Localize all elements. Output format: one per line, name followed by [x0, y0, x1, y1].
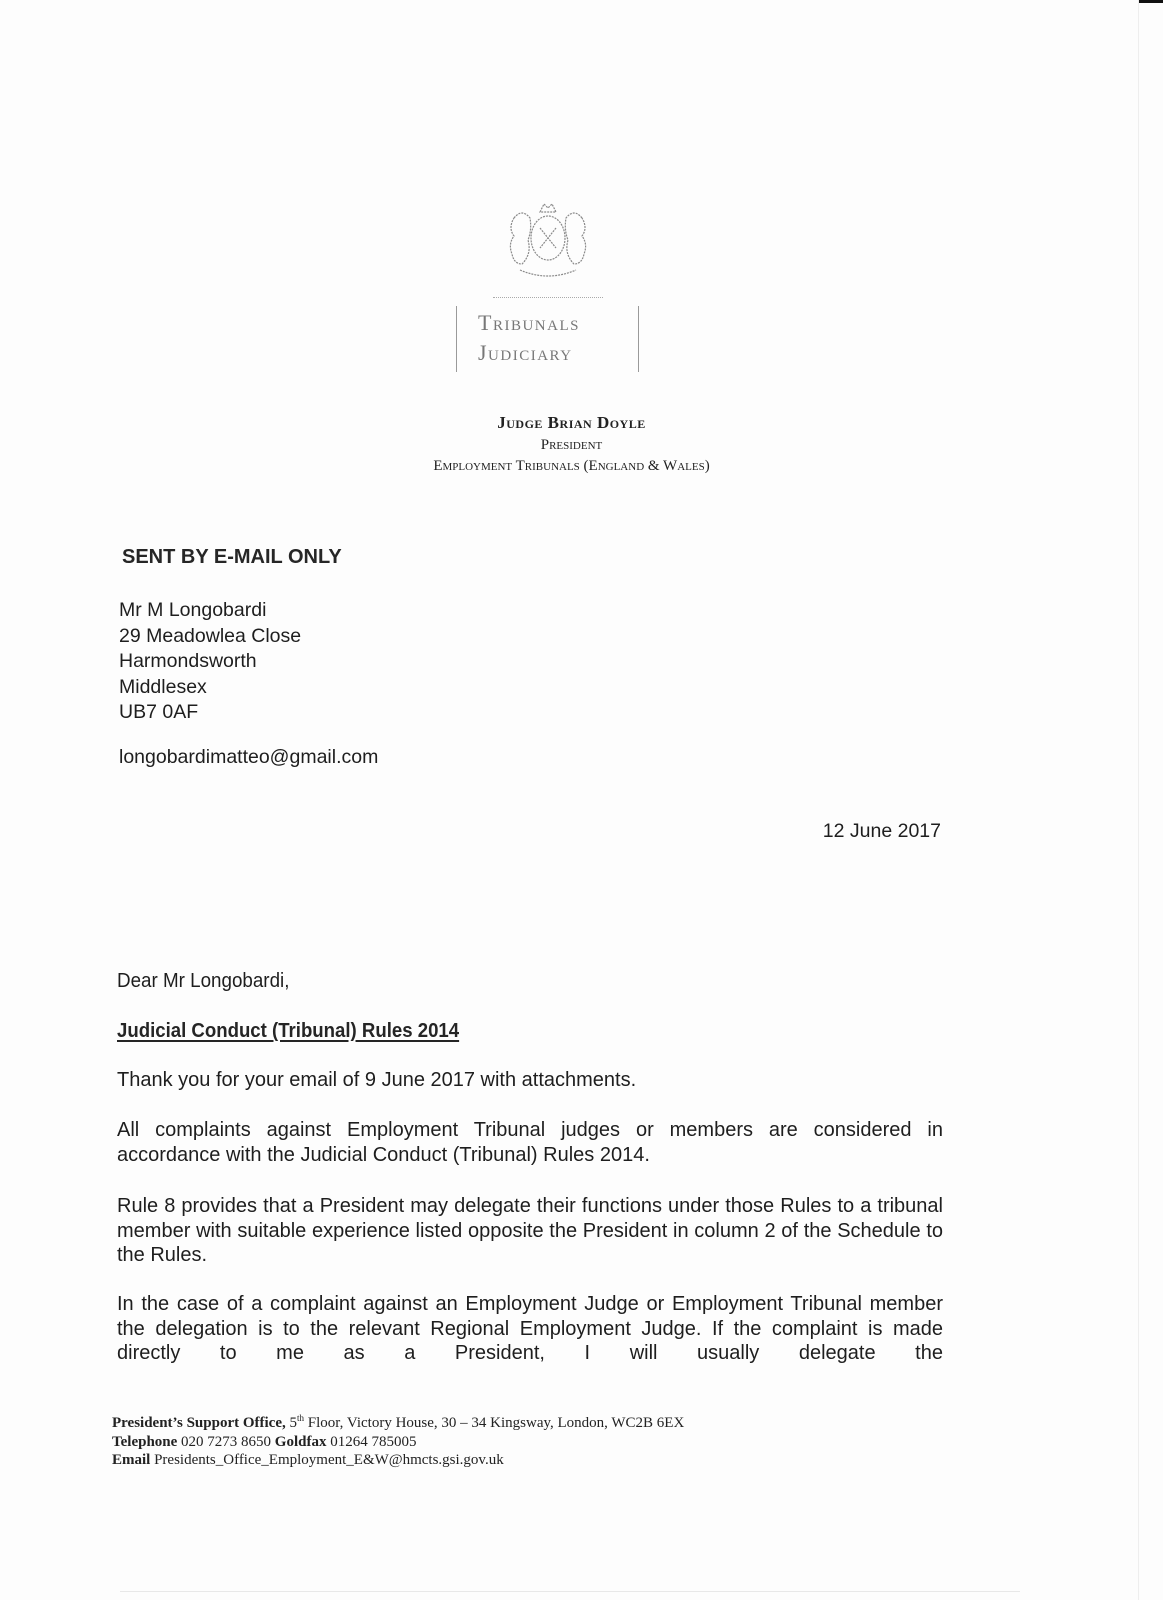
letter-footer — [112, 1409, 684, 1470]
organisation-name: Employment Tribunals (England & Wales) — [433, 458, 710, 474]
letter-date: 12 June 2017 — [822, 820, 941, 842]
address-line: 29 Meadowlea Close — [119, 624, 302, 647]
telephone-number: 020 7273 8650 — [177, 1433, 275, 1450]
address-line: Middlesex — [119, 675, 207, 698]
body-paragraph: Thank you for your email of 9 June 2017 with attachments. — [117, 1069, 637, 1091]
footer-email-line — [112, 1451, 684, 1470]
judge-name: Judge Brian Doyle — [497, 413, 646, 432]
salutation: Dear Mr Longobardi, — [117, 970, 290, 992]
logo-right-bar — [638, 306, 639, 372]
office-address: Floor, Victory House, 30 – 34 Kingsway, London, WC2B 6EX — [304, 1415, 685, 1431]
address-line: Harmondsworth — [119, 650, 257, 672]
address-line: UB7 0AF — [119, 701, 199, 723]
footer-phone-line — [112, 1433, 684, 1452]
dotted-rule — [493, 297, 603, 298]
office-email: Presidents_Office_Employment_E&W@hmcts.gsi.gov.uk — [150, 1452, 504, 1468]
floor-ordinal: th — [297, 1413, 305, 1423]
royal-coat-of-arms-icon — [500, 198, 596, 282]
scan-edge-line — [1138, 0, 1139, 1600]
recipient-email: longobardimatteo@gmail.com — [119, 746, 379, 768]
floor-number: 5 — [289, 1415, 297, 1431]
judge-title: President — [540, 437, 603, 453]
body-paragraph: Rule 8 provides that a President may delegate their functions under those Rules to a tribunal member with suitable experience listed opposite the President in column 2 of the Schedule to the Rules. — [117, 1195, 943, 1266]
body-paragraph: All complaints against Employment Tribunal judges or members are considered in accordance with the Judicial Conduct (Tribunal) Rules 2014. — [117, 1119, 943, 1166]
logo-line-2: Judiciary — [478, 340, 573, 365]
logo-line-1: Tribunals — [478, 310, 580, 335]
tribunals-judiciary-logo — [456, 306, 639, 372]
footer-address-line — [112, 1409, 684, 1433]
recipient-name: Mr M Longobardi — [119, 599, 267, 621]
email-label: Email — [112, 1452, 151, 1468]
logo-left-bar — [456, 306, 457, 372]
fax-number: 01264 785005 — [326, 1433, 417, 1450]
subject-heading: Judicial Conduct (Tribunal) Rules 2014 — [117, 1020, 460, 1042]
recipient-address — [119, 598, 301, 726]
scan-bottom-line — [120, 1591, 1020, 1592]
delivery-note: SENT BY E-MAIL ONLY — [122, 546, 342, 568]
body-paragraph: In the case of a complaint against an Employment Judge or Employment Tribunal member the delegation is to the relevant Regional Employment Judge. If the complaint is made directly to me as a President, I will usually delegate the — [117, 1293, 943, 1364]
telephone-label: Telephone — [112, 1433, 178, 1450]
scan-edge-mark — [1138, 0, 1163, 3]
office-label: President’s Support Office, — [112, 1415, 286, 1431]
fax-label: Goldfax — [274, 1433, 327, 1450]
